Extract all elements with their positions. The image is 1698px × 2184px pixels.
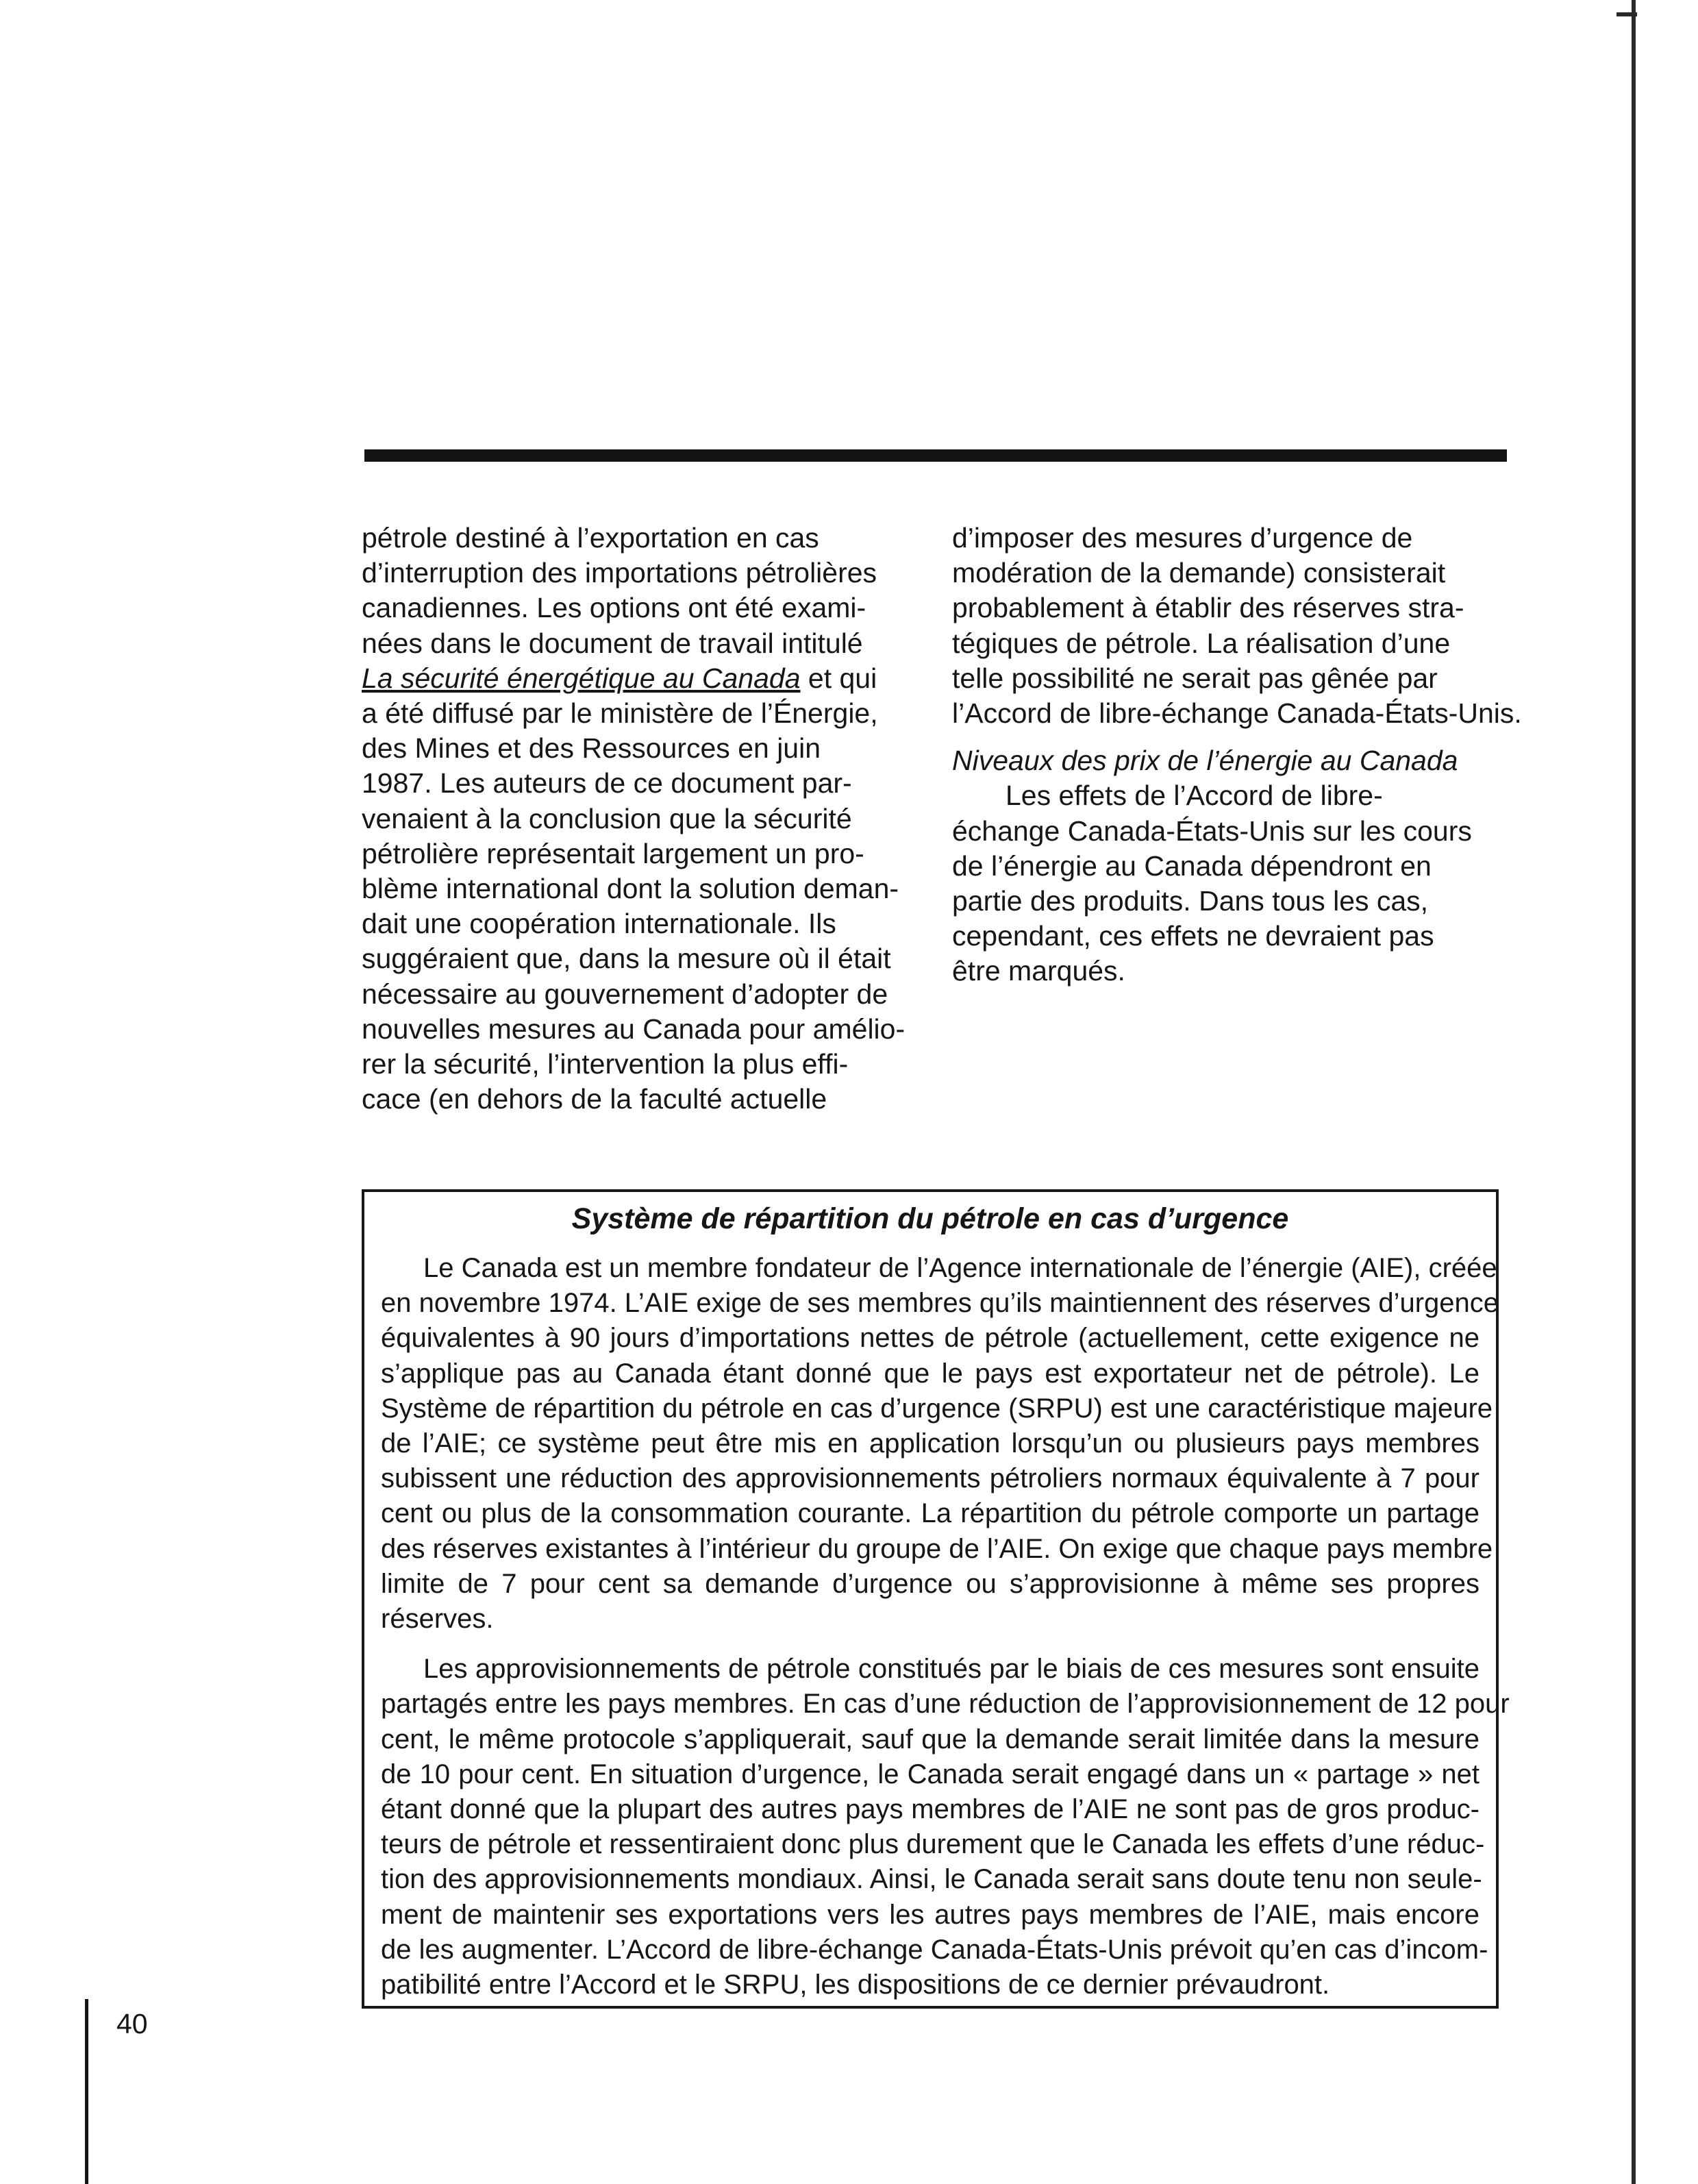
text-line: limite de 7 pour cent sa demande d’urgence ou s’approvisionne à même ses propres bbox=[381, 1568, 1479, 1599]
text-line: cace (en dehors de la faculté actuelle bbox=[362, 1083, 827, 1115]
text-line: telle possibilité ne serait pas gênée par bbox=[952, 662, 1438, 694]
text-line bbox=[362, 661, 916, 696]
text-line: partagés entre les pays membres. En cas d’une réduction de l’approvisionnement de 12 pour bbox=[381, 1689, 1510, 1720]
text-line: suggéraient que, dans la mesure où il était bbox=[362, 943, 891, 975]
text-line: Les approvisionnements de pétrole constitués par le biais de ces mesures sont ensuite bbox=[423, 1654, 1479, 1685]
text-line: étant donné que la plupart des autres pays membres de l’AIE ne sont pas de gros produc- bbox=[381, 1794, 1479, 1825]
text-line: Le Canada est un membre fondateur de l’Agence internationale de l’énergie (AIE), créée bbox=[423, 1253, 1497, 1283]
section-subheading: Niveaux des prix de l’énergie au Canada bbox=[952, 745, 1458, 777]
box-title: Système de répartition du pétrole en cas d’urgence bbox=[571, 1202, 1289, 1235]
text-line: cent ou plus de la consommation courante. La répartition du pétrole comporte un partage bbox=[381, 1498, 1479, 1529]
text-line: des Mines et des Ressources en juin bbox=[362, 732, 821, 765]
text-line: l’Accord de libre-échange Canada-États-Unis. bbox=[952, 697, 1522, 730]
text-line: en novembre 1974. L’AIE exige de ses membres qu’ils maintiennent des réserves d’urgence bbox=[381, 1288, 1499, 1319]
text-line: échange Canada-États-Unis sur les cours bbox=[952, 815, 1472, 847]
text-line: cependant, ces effets ne devraient pas bbox=[952, 920, 1434, 952]
text-line: subissent une réduction des approvisionnements pétroliers normaux équivalente à 7 pour bbox=[381, 1463, 1479, 1494]
text-line: être marqués. bbox=[952, 955, 1125, 987]
text-line: a été diffusé par le ministère de l’Énergie, bbox=[362, 697, 878, 730]
text-line: venaient à la conclusion que la sécurité bbox=[362, 802, 852, 834]
text-line: de l’AIE; ce système peut être mis en application lorsqu’un ou plusieurs pays membres bbox=[381, 1428, 1479, 1459]
text-line: partie des produits. Dans tous les cas, bbox=[952, 885, 1429, 917]
text-line: de l’énergie au Canada dépendront en bbox=[952, 849, 1432, 882]
text-line: équivalentes à 90 jours d’importations nettes de pétrole (actuellement, cette exigence ne bbox=[381, 1323, 1479, 1354]
text-line: Les effets de l’Accord de libre- bbox=[1006, 780, 1383, 812]
text-line: canadiennes. Les options ont été exami- bbox=[362, 592, 866, 624]
text-line: blème international dont la solution deman- bbox=[362, 873, 899, 905]
text-line: de 10 pour cent. En situation d’urgence, le Canada serait engagé dans un « partage » net bbox=[381, 1759, 1479, 1789]
text-line: patibilité entre l’Accord et le SRPU, les dispositions de ce dernier prévaudront. bbox=[381, 1970, 1330, 2000]
header-rule bbox=[364, 449, 1507, 462]
page-edge-line bbox=[1632, 0, 1636, 2184]
text-fragment: et qui bbox=[800, 662, 877, 694]
right-column bbox=[952, 521, 1548, 989]
text-line: d’imposer des mesures d’urgence de bbox=[952, 522, 1413, 554]
box-paragraph bbox=[381, 1251, 1499, 1637]
page-number: 40 bbox=[116, 2008, 148, 2039]
left-column bbox=[362, 521, 916, 1117]
text-line: réserves. bbox=[381, 1604, 494, 1635]
text-line: pétrole destiné à l’exportation en cas bbox=[362, 522, 819, 554]
text-line: rer la sécurité, l’intervention la plus effi- bbox=[362, 1048, 849, 1080]
sidebar-box bbox=[362, 1189, 1510, 2009]
text-line: ment de maintenir ses exportations vers les autres pays membres de l’AIE, mais encore bbox=[381, 1899, 1479, 1930]
text-line: 1987. Les auteurs de ce document par- bbox=[362, 767, 852, 799]
box-body bbox=[381, 1251, 1510, 2002]
text-line: tégiques de pétrole. La réalisation d’une bbox=[952, 627, 1451, 659]
text-line: probablement à établir des réserves stra- bbox=[952, 592, 1464, 624]
text-line: d’interruption des importations pétrolières bbox=[362, 557, 877, 589]
text-line: nouvelles mesures au Canada pour amélio- bbox=[362, 1013, 906, 1045]
text-line: pétrolière représentait largement un pro- bbox=[362, 837, 864, 869]
margin-bar bbox=[85, 1999, 88, 2184]
box-paragraph bbox=[381, 1652, 1510, 2002]
text-line: dait une coopération internationale. Ils bbox=[362, 908, 836, 940]
text-line: nécessaire au gouvernement d’adopter de bbox=[362, 978, 888, 1010]
text-line: cent, le même protocole s’appliquerait, sauf que la demande serait limitée dans la mesure bbox=[381, 1724, 1479, 1754]
text-line: des réserves existantes à l’intérieur du groupe de l’AIE. On exige que chaque pays membre bbox=[381, 1533, 1493, 1564]
text-line: s’applique pas au Canada étant donné que le pays est exportateur net de pétrole). Le bbox=[381, 1358, 1479, 1389]
text-line: de les augmenter. L’Accord de libre-échange Canada-États-Unis prévoit qu’en cas d’incom- bbox=[381, 1934, 1488, 1965]
text-line: teurs de pétrole et ressentiraient donc plus durement que le Canada les effets d’une réduc- bbox=[381, 1829, 1485, 1860]
text-line: Système de répartition du pétrole en cas d’urgence (SRPU) est une caractéristique majeure bbox=[381, 1393, 1493, 1424]
text-line: tion des approvisionnements mondiaux. Ainsi, le Canada serait sans doute tenu non seule- bbox=[381, 1864, 1482, 1895]
text-line: modération de la demande) consisterait bbox=[952, 557, 1446, 589]
document-title: La sécurité énergétique au Canada bbox=[362, 662, 801, 694]
text-line: nées dans le document de travail intitulé bbox=[362, 627, 863, 659]
